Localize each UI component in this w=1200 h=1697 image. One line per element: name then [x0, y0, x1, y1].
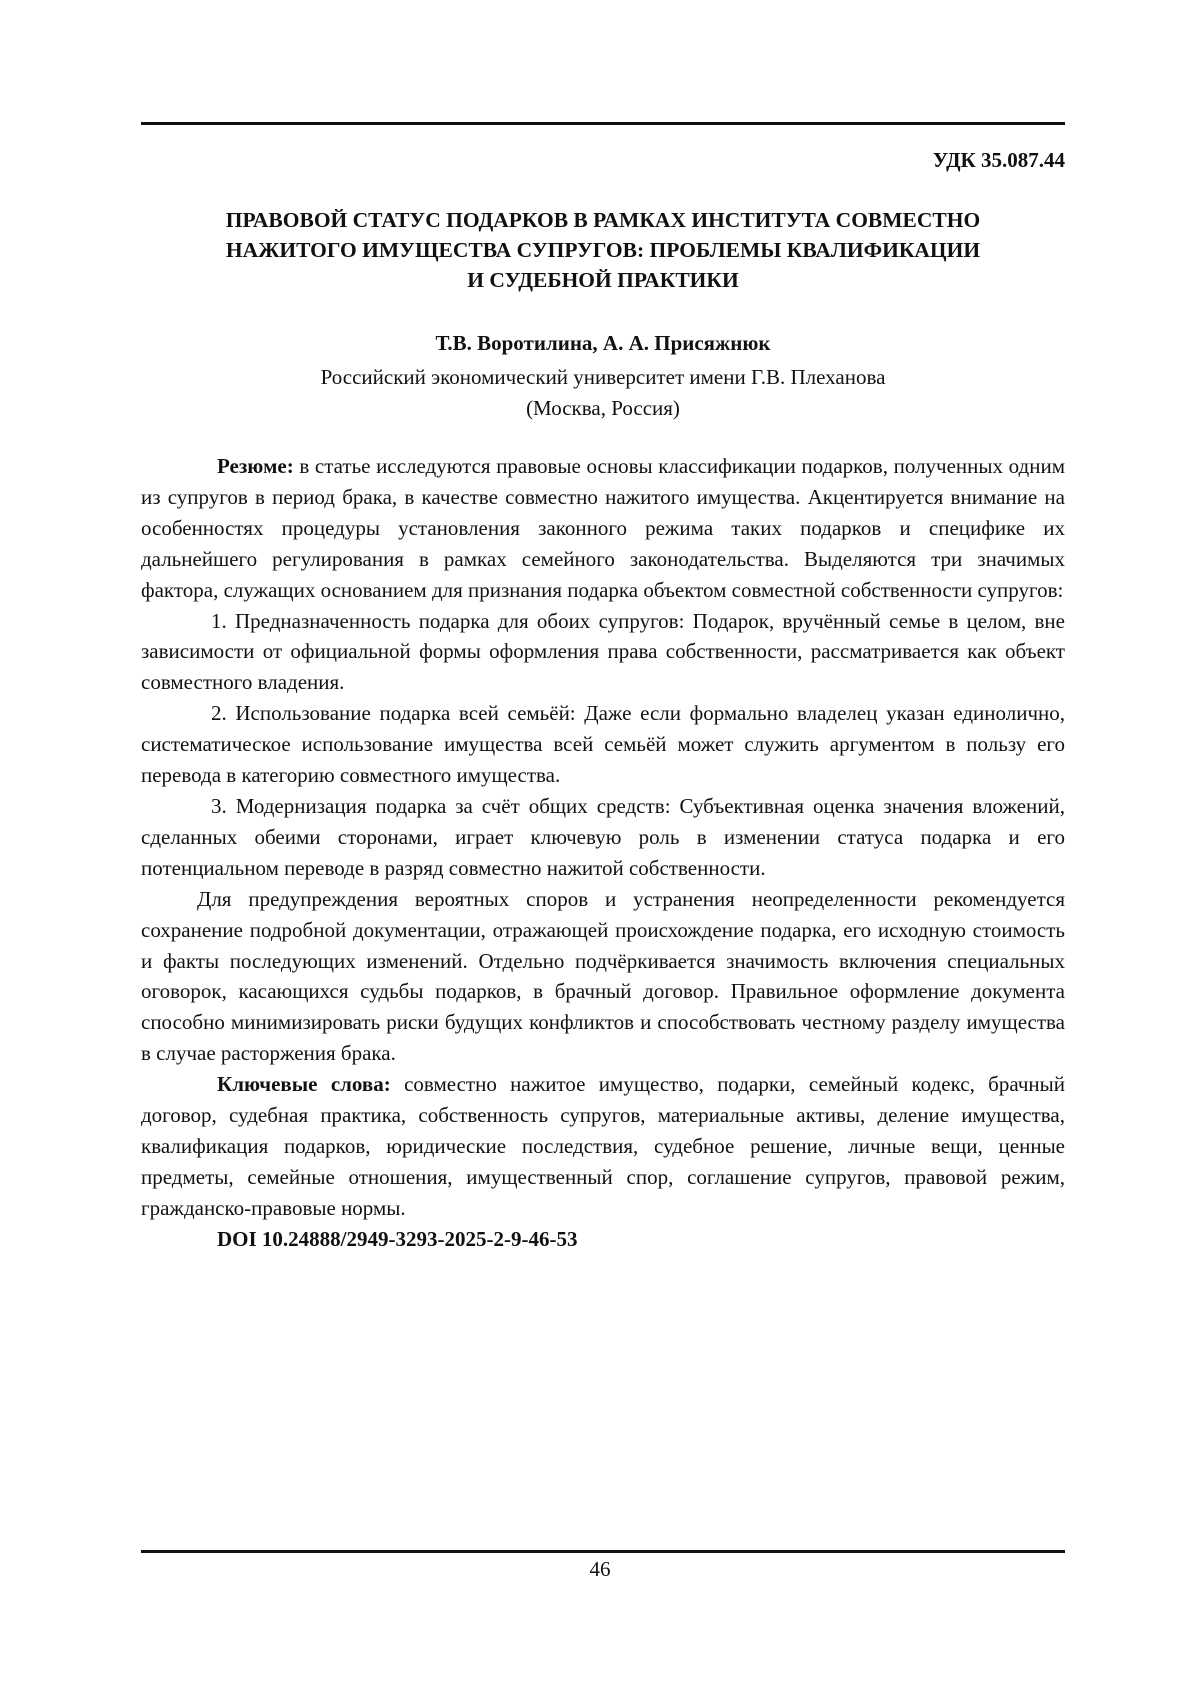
article-body	[141, 451, 1065, 1255]
title-line: НАЖИТОГО ИМУЩЕСТВА СУПРУГОВ: ПРОБЛЕМЫ КВАЛИФИКАЦИИ	[225, 238, 981, 262]
affiliation: Российский экономический университет имени Г.В. Плеханова	[320, 365, 886, 389]
keywords-text: совместно нажитое имущество, подарки, семейный кодекс, брачный договор, судебная практика, собственность супругов, материальные активы, деление имущества, квалификация подарков, юридические последствия, судебное решение, личные вещи, ценные предметы, семейные отношения, имущественный спор, соглашение супругов, правовой режим, гражданско-правовые нормы.	[141, 1072, 1065, 1220]
title-line: ПРАВОВОЙ СТАТУС ПОДАРКОВ В РАМКАХ ИНСТИТУТА СОВМЕСТНО	[225, 208, 981, 232]
abstract-conclusion: Для предупреждения вероятных споров и устранения неопределенности рекомендуется сохранение подробной документации, отражающей происхождение подарка, его исходную стоимость и факты последующих изменений. Отдельно подчёркивается значимость включения специальных оговорок, касающихся судьбы подарков, в брачный договор. Правильное оформление документа способно минимизировать риски будущих конфликтов и способствовать честному разделу имущества в случае расторжения брака.	[141, 886, 1065, 1066]
affiliation-block	[141, 362, 1065, 424]
abstract-label: Резюме:	[217, 454, 294, 478]
top-rule	[141, 122, 1065, 125]
keywords-label: Ключевые слова:	[217, 1072, 391, 1097]
abstract-item: 2. Использование подарка всей семьёй: Даже если формально владелец указан единолично, систематическое использование имущества всей семьёй может служить аргументом в пользу его перевода в категорию совместного имущества.	[141, 701, 1065, 788]
keywords	[141, 1069, 1065, 1224]
abstract-intro	[141, 451, 1065, 606]
title-line: И СУДЕБНОЙ ПРАКТИКИ	[467, 268, 739, 292]
bottom-rule	[141, 1550, 1065, 1553]
page-number: 46	[589, 1557, 611, 1581]
location: (Москва, Россия)	[526, 396, 680, 420]
abstract-intro-text: в статье исследуются правовые основы классификации подарков, полученных одним из супругов в период брака, в качестве совместно нажитого имущества. Акцентируется внимание на особенностях процедуры установления законного режима таких подарков и специфике их дальнейшего регулирования в рамках семейного законодательства. Выделяются три значимых фактора, служащих основанием для признания подарка объектом совместной собственности супругов:	[141, 454, 1066, 602]
authors: Т.В. Воротилина, А. А. Присяжнюк	[435, 331, 771, 355]
abstract-item: 3. Модернизация подарка за счёт общих средств: Субъективная оценка значения вложений, сделанных обеими сторонами, играет ключевую роль в изменении статуса подарка и его потенциальном переводе в разряд совместно нажитой собственности.	[141, 793, 1065, 880]
article-title	[141, 205, 1065, 295]
udk-code: УДК 35.087.44	[932, 148, 1065, 172]
abstract-item: 1. Предназначенность подарка для обоих супругов: Подарок, вручённый семье в целом, вне зависимости от официальной формы оформления права собственности, рассматривается как объект совместного владения.	[141, 608, 1065, 695]
doi: DOI 10.24888/2949-3293-2025-2-9-46-53	[217, 1226, 578, 1251]
